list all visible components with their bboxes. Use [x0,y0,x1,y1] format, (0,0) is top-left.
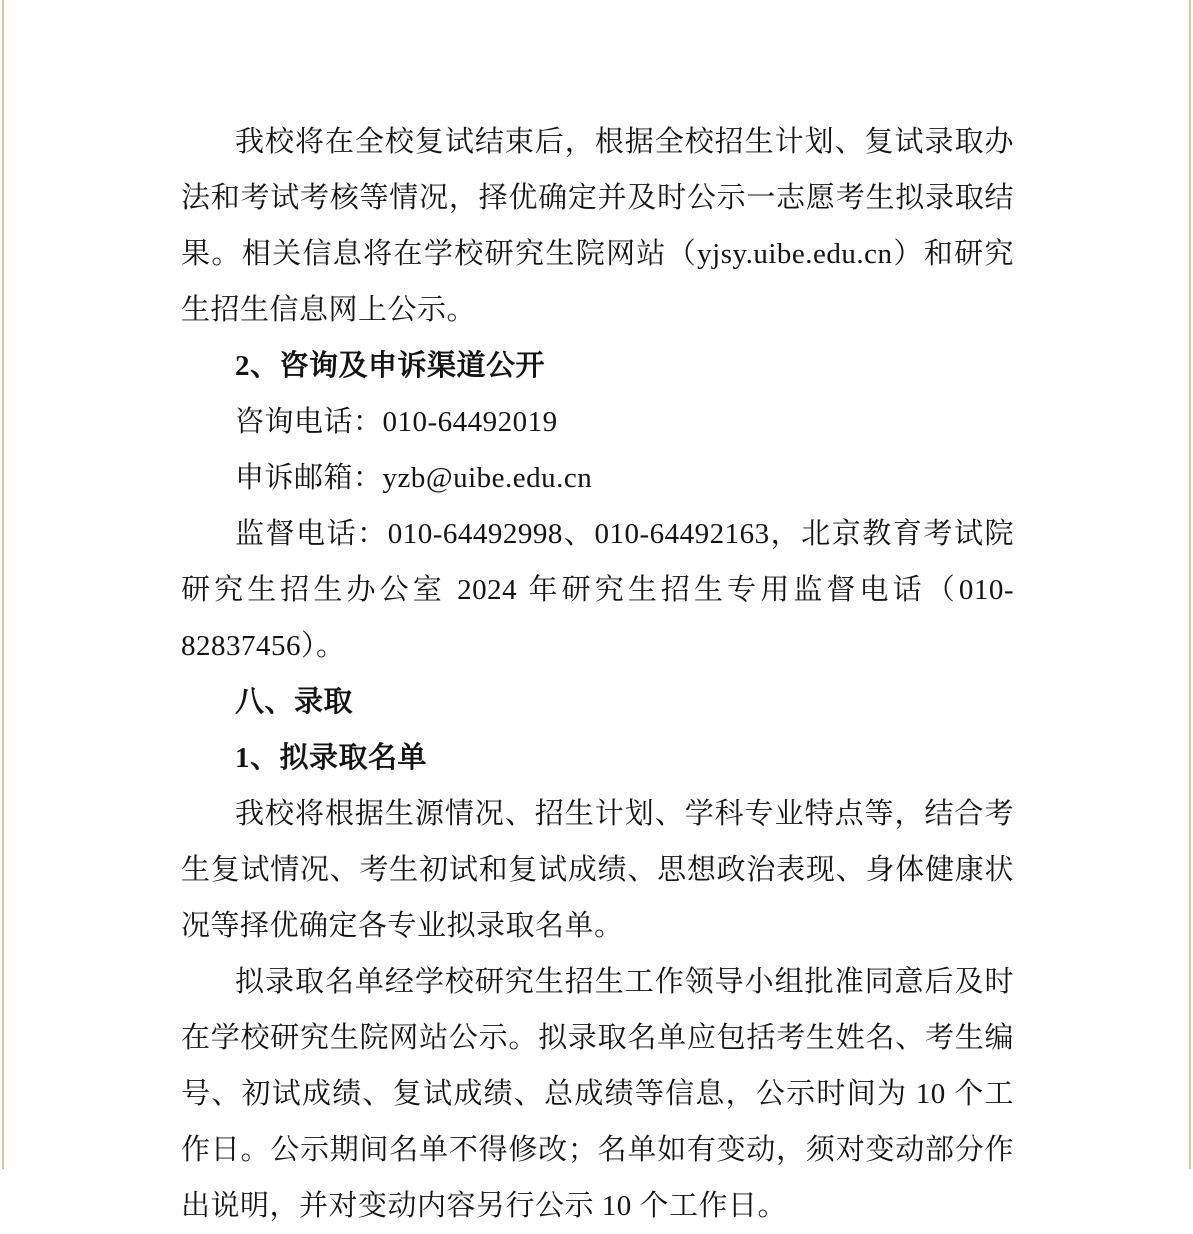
paragraph-admission-list-criteria: 我校将根据生源情况、招生计划、学科专业特点等，结合考生复试情况、考生初试和复试成绩、思想政治表现、身体健康状况等择优确定各专业拟录取名单。 [181,798,1014,942]
heading-proposed-admission-list: 1、拟录取名单 [235,742,428,774]
paragraph-admission-result-publicity: 我校将在全校复试结束后，根据全校招生计划、复试录取办法和考试考核等情况，择优确定并及时公示一志愿考生拟录取结果。相关信息将在学校研究生院网站（yjsy.uibe.edu.cn）和研究生招生信息网上公示。 [181,126,1014,326]
document-content [181,114,1014,1234]
line-consult-phone: 咨询电话：010-64492019 [235,406,558,438]
paragraph-admission-list-publicity: 拟录取名单经学校研究生招生工作领导小组批准同意后及时在学校研究生院网站公示。拟录取名单应包括考生姓名、考生编号、初试成绩、复试成绩、总成绩等信息，公示时间为 10 个工作日。公示期间名单不得修改；名单如有变动，须对变动部分作出说明，并对变动内容另行公示 10 个工作日。 [181,966,1014,1222]
page-right-edge [1189,0,1191,1169]
heading-consult-appeal-channels: 2、咨询及申诉渠道公开 [235,350,546,382]
line-appeal-email: 申诉邮箱：yzb@uibe.edu.cn [235,462,593,494]
heading-section-admission: 八、录取 [235,686,354,718]
paragraph-supervision-phone: 监督电话：010-64492998、010-64492163，北京教育考试院研究生招生办公室 2024 年研究生招生专用监督电话（010-82837456）。 [181,518,1014,662]
page-left-edge [2,0,4,1169]
